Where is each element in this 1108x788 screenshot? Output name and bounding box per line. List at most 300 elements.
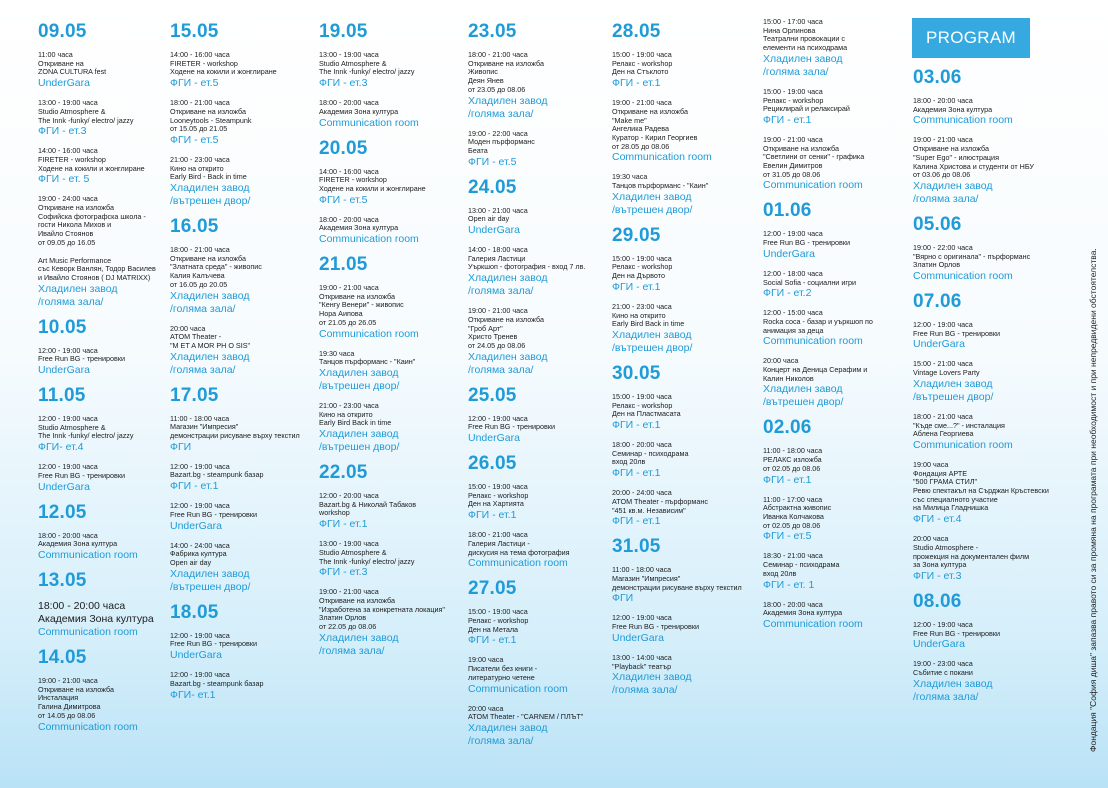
event-venue: /голяма зала/ bbox=[468, 107, 534, 120]
event-line: Ден на Стъклото bbox=[612, 67, 669, 77]
event-line: 18:00 - 20:00 часа bbox=[612, 440, 672, 450]
event-line: Калин Николов bbox=[763, 373, 814, 383]
event-line: Куратор - Кирил Георгиев bbox=[612, 132, 698, 142]
day-date: 08.06 bbox=[913, 590, 962, 612]
event-line: 15:00 - 17:00 часа bbox=[763, 17, 823, 26]
day-date: 29.05 bbox=[612, 224, 661, 246]
event-venue: Хладилен завод bbox=[170, 350, 250, 363]
event-item bbox=[319, 284, 445, 341]
event-venue: /вътрешен двор/ bbox=[319, 379, 400, 392]
event-line: Фабрика култура bbox=[170, 549, 227, 559]
event-venue: ФГИ - ет.3 bbox=[913, 569, 962, 582]
day-block bbox=[170, 217, 300, 377]
event-line: Откриване на bbox=[38, 58, 84, 68]
event-venue: Communication room bbox=[319, 116, 419, 129]
event-venue: Communication room bbox=[468, 682, 568, 695]
event-line: Уъркшоп - фотография - вход 7 лв. bbox=[468, 262, 586, 272]
event-line: от 09.05 до 16.05 bbox=[38, 237, 96, 247]
day-block bbox=[763, 18, 873, 192]
event-line: 15:00 - 19:00 часа bbox=[468, 482, 528, 492]
event-venue: Communication room bbox=[763, 617, 863, 630]
event-line: Галерия Ластици - bbox=[468, 538, 530, 548]
event-line: Ревю спектакъл на Сърджан Кръстевски bbox=[913, 486, 1049, 496]
day-date: 31.05 bbox=[612, 536, 661, 558]
day-date: 17.05 bbox=[170, 384, 219, 406]
event-line: Релакс - workshop bbox=[468, 490, 529, 500]
event-line: 11:00 - 18:00 часа bbox=[763, 446, 823, 456]
event-venue: ФГИ - ет.1 bbox=[170, 480, 219, 493]
event-venue: /вътрешен двор/ bbox=[170, 580, 251, 593]
event-line: от 21.05 до 26.05 bbox=[319, 317, 377, 327]
event-venue: ФГИ - ет. 5 bbox=[38, 173, 90, 186]
day-block bbox=[38, 503, 156, 562]
schedule-column-2 bbox=[170, 18, 300, 711]
event-line: 18:00 - 20:00 часа bbox=[319, 214, 379, 224]
event-line: Studio Atmosphere & bbox=[319, 58, 387, 68]
event-item bbox=[38, 257, 156, 309]
event-line: 19:30 часа bbox=[612, 172, 648, 182]
event-venue: /голяма зала/ bbox=[170, 302, 236, 315]
event-line: Откриване на изложба bbox=[170, 106, 246, 116]
event-item bbox=[38, 147, 156, 186]
event-line: 18:00 - 20:00 часа bbox=[913, 96, 973, 105]
event-line: 12:00 - 19:00 часа bbox=[468, 413, 528, 423]
event-line: 18:00 - 20:00 часа bbox=[38, 530, 98, 540]
event-venue: ФГИ - ет.2 bbox=[763, 287, 812, 300]
day-date: 20.05 bbox=[319, 137, 368, 159]
event-line: Евелин Димитров bbox=[763, 161, 823, 171]
event-venue: Communication room bbox=[913, 114, 1013, 127]
event-venue: /голяма зала/ bbox=[913, 690, 979, 703]
event-line: 12:00 - 19:00 часа bbox=[913, 320, 973, 330]
event-line: Откриване на изложба bbox=[763, 143, 839, 153]
event-line: Релакс - workshop bbox=[468, 615, 529, 625]
event-item bbox=[763, 136, 873, 193]
event-item bbox=[913, 136, 1049, 206]
event-line: Studio Atmosphere - bbox=[913, 542, 979, 552]
event-item bbox=[763, 230, 873, 260]
event-line: Релакс - workshop bbox=[612, 400, 673, 410]
event-line: от 28.05 до 08.06 bbox=[612, 141, 670, 151]
event-item bbox=[913, 535, 1049, 583]
event-item bbox=[319, 588, 445, 658]
event-line: Кино на открито bbox=[170, 163, 224, 173]
event-item bbox=[468, 483, 585, 522]
event-venue: Communication room bbox=[38, 548, 138, 561]
event-item bbox=[319, 99, 445, 129]
event-venue: UnderGara bbox=[38, 480, 90, 493]
event-item bbox=[170, 502, 300, 532]
event-venue: UnderGara bbox=[468, 432, 520, 445]
event-venue: Хладилен завод bbox=[468, 721, 548, 734]
event-line: вход 20лв bbox=[763, 568, 797, 578]
event-line: The Innk -funky/ electro/ jazzy bbox=[319, 556, 415, 566]
event-venue: Хладилен завод bbox=[319, 428, 399, 441]
event-item bbox=[38, 195, 156, 247]
event-item bbox=[170, 671, 300, 701]
event-line: елементи на психодрама bbox=[763, 43, 848, 53]
schedule-column-4 bbox=[468, 18, 585, 757]
event-line: 12:00 - 18:00 часа bbox=[763, 268, 823, 278]
schedule-column-1 bbox=[38, 18, 156, 743]
day-date: 14.05 bbox=[38, 646, 87, 668]
event-line: Art Music Performance bbox=[38, 255, 112, 265]
day-block bbox=[468, 22, 585, 169]
event-item bbox=[612, 255, 742, 294]
event-line: Галина Димитрова bbox=[38, 702, 101, 712]
event-line: гости Никола Михов и bbox=[38, 220, 112, 230]
event-line: Ангелика Радева bbox=[612, 124, 669, 134]
event-item bbox=[38, 415, 156, 454]
event-line: Free Run BG - тренировки bbox=[612, 622, 699, 632]
event-item bbox=[38, 51, 156, 90]
event-venue: ФГИ - ет.1 bbox=[612, 280, 661, 293]
event-venue: /вътрешен двор/ bbox=[170, 195, 251, 208]
event-line: Early Bird - Back in time bbox=[170, 172, 247, 182]
event-item bbox=[468, 246, 585, 298]
event-line: Писатели без книги - bbox=[468, 664, 538, 674]
event-line: 19:00 - 22:00 часа bbox=[468, 128, 528, 138]
event-item bbox=[319, 216, 445, 246]
event-line: 11:00 часа bbox=[38, 50, 73, 59]
event-item bbox=[468, 51, 585, 121]
event-line: "Гроб Арт" bbox=[468, 323, 503, 333]
event-line: 14:00 - 18:00 часа bbox=[468, 245, 528, 255]
day-date: 21.05 bbox=[319, 254, 368, 276]
event-line: Академия Зона култура bbox=[319, 106, 399, 116]
event-line: 15:00 - 19:00 часа bbox=[763, 86, 823, 96]
event-item bbox=[763, 552, 873, 591]
event-line: Ден на Метала bbox=[468, 624, 519, 634]
event-item bbox=[913, 360, 1049, 403]
event-line: "500 ГРАМА СТИЛ" bbox=[913, 477, 978, 487]
event-item bbox=[170, 632, 300, 662]
event-line: Живопис bbox=[468, 67, 498, 77]
event-venue: UnderGara bbox=[468, 224, 520, 237]
event-item bbox=[913, 413, 1049, 452]
event-line: Танцов пърформанс - "Каин" bbox=[319, 357, 416, 367]
event-line: Калина Христова и студенти от НБУ bbox=[913, 161, 1034, 171]
day-date: 18.05 bbox=[170, 601, 219, 623]
event-item bbox=[763, 88, 873, 127]
event-item bbox=[913, 461, 1049, 526]
event-venue: ФГИ - ет.1 bbox=[319, 518, 368, 531]
event-venue: ФГИ - ет.3 bbox=[319, 77, 368, 90]
event-line: Семинар - психодрама bbox=[763, 560, 840, 570]
event-line: от 14.05 до 08.06 bbox=[38, 710, 96, 720]
event-venue: /голяма зала/ bbox=[612, 684, 678, 697]
event-item bbox=[38, 677, 156, 734]
event-line: 21:00 - 23:00 часа bbox=[170, 154, 230, 164]
day-block bbox=[612, 537, 742, 697]
day-date: 25.05 bbox=[468, 384, 517, 406]
event-item bbox=[763, 601, 873, 631]
event-line: 20:00 часа bbox=[468, 703, 504, 713]
event-line: 21:00 - 23:00 часа bbox=[612, 301, 672, 311]
event-venue: ФГИ - ет.3 bbox=[319, 566, 368, 579]
event-line: Академия Зона култура bbox=[38, 539, 118, 549]
event-line: от 02.05 до 08.06 bbox=[763, 520, 821, 530]
event-line: Кино на открито bbox=[319, 409, 373, 419]
event-line: "Make me" bbox=[612, 115, 647, 125]
event-item bbox=[913, 97, 1049, 127]
event-line: Откриване на изложба bbox=[319, 291, 395, 301]
event-line: 13:00 - 19:00 часа bbox=[319, 50, 379, 59]
event-line: Академия Зона култура bbox=[913, 104, 993, 114]
event-line: "Къде сме...?" - инсталация bbox=[913, 420, 1005, 430]
day-block bbox=[170, 386, 300, 594]
event-venue: Communication room bbox=[913, 270, 1013, 283]
event-line: Иванка Колчакова bbox=[763, 511, 824, 521]
event-venue: ФГИ - ет.1 bbox=[468, 509, 517, 522]
event-line: Ивайло Стоянов bbox=[38, 229, 94, 239]
event-line: Откриване на изложба bbox=[913, 144, 989, 154]
event-line: 13:00 - 21:00 часа bbox=[468, 205, 528, 215]
event-venue: Хладилен завод bbox=[612, 671, 692, 684]
event-line: Vintage Lovers Party bbox=[913, 368, 980, 378]
event-line: 19:30 часа bbox=[319, 348, 355, 358]
event-line: анимация за деца bbox=[763, 325, 824, 335]
event-venue: /голяма зала/ bbox=[468, 285, 534, 298]
event-line: Релакс - workshop bbox=[763, 95, 824, 105]
event-line: литературно четене bbox=[468, 672, 535, 682]
schedule-column-6 bbox=[763, 18, 873, 640]
event-venue: ФГИ - ет.1 bbox=[763, 113, 812, 126]
event-line: 20:00 часа bbox=[763, 356, 799, 366]
event-item bbox=[612, 654, 742, 697]
event-line: Галерия Ластици bbox=[468, 253, 526, 263]
event-venue: /голяма зала/ bbox=[468, 734, 534, 747]
day-block bbox=[170, 22, 300, 208]
event-line: "Кенгу Венери" - живопис bbox=[319, 300, 404, 310]
event-line: 14:00 - 16:00 часа bbox=[319, 166, 379, 176]
event-venue: Хладилен завод bbox=[170, 289, 250, 302]
event-line: 19:00 - 21:00 часа bbox=[612, 98, 672, 108]
event-line: 18:00 - 21:00 часа bbox=[170, 98, 230, 108]
event-line: прожекция на документален филм bbox=[913, 551, 1030, 561]
event-line: Софийска фотографска школа - bbox=[38, 211, 146, 221]
day-date: 19.05 bbox=[319, 21, 368, 42]
event-line: Откриване на изложба bbox=[612, 106, 688, 116]
day-date: 16.05 bbox=[170, 216, 219, 238]
event-line: 15:00 - 21:00 часа bbox=[913, 359, 973, 369]
event-line: Free Run BG - тренировки bbox=[170, 509, 257, 519]
event-item bbox=[612, 99, 742, 164]
event-line: Bazart.bg - steampunk базар bbox=[170, 678, 264, 688]
event-line: Ходене на кокили и жонглиране bbox=[319, 183, 426, 193]
event-line: workshop bbox=[319, 508, 350, 518]
event-line: РЕЛАКС изложба bbox=[763, 455, 822, 465]
schedule-column-7 bbox=[913, 64, 1049, 713]
event-line: 14:00 - 24:00 часа bbox=[170, 540, 230, 550]
event-line: 19:00 - 24:00 часа bbox=[38, 194, 98, 204]
event-line: Bazart.bg & Николай Табаков bbox=[319, 499, 417, 509]
event-venue: Хладилен завод bbox=[319, 366, 399, 379]
event-line: от 31.05 до 08.06 bbox=[763, 169, 821, 179]
event-line: 12:00 - 19:00 часа bbox=[38, 414, 98, 424]
event-line: Релакс - workshop bbox=[612, 58, 673, 68]
event-line: Free Run BG - тренировки bbox=[468, 422, 555, 432]
event-line: "Светлини от сенки" - графика bbox=[763, 152, 865, 162]
event-line: Златин Орлов bbox=[319, 613, 367, 623]
event-line: Нора Аипова bbox=[319, 309, 363, 319]
event-item bbox=[763, 18, 873, 79]
day-date: 02.06 bbox=[763, 417, 812, 439]
event-line: Откриване на изложба bbox=[170, 253, 246, 263]
event-venue: Хладилен завод bbox=[763, 383, 843, 396]
event-line: Академия Зона култура bbox=[319, 223, 399, 233]
event-venue: /вътрешен двор/ bbox=[612, 341, 693, 354]
event-line: Семинар - психодрама bbox=[612, 448, 689, 458]
event-line: 21:00 - 23:00 часа bbox=[319, 400, 379, 410]
event-item bbox=[913, 660, 1049, 703]
day-date: 24.05 bbox=[468, 176, 517, 198]
day-block bbox=[468, 454, 585, 570]
event-line: Free Run BG - тренировки bbox=[913, 628, 1000, 638]
event-item bbox=[612, 489, 742, 528]
event-line: 19:00 - 21:00 часа bbox=[319, 587, 379, 597]
event-line: Social Sofia - социални игри bbox=[763, 277, 856, 287]
event-line: 19:00 часа bbox=[468, 655, 504, 665]
event-line: демонстрации рисуване върху текстил bbox=[170, 431, 300, 441]
event-item bbox=[612, 173, 742, 216]
event-line: 12:00 - 19:00 часа bbox=[38, 462, 98, 472]
event-venue: ФГИ - ет.3 bbox=[38, 125, 87, 138]
day-block bbox=[913, 68, 1049, 206]
event-line: Събитие с покани bbox=[913, 668, 973, 678]
event-venue: /голяма зала/ bbox=[38, 295, 104, 308]
day-block bbox=[38, 386, 156, 494]
day-block bbox=[319, 255, 445, 454]
event-line: Концерт на Деница Серафим и bbox=[763, 365, 868, 375]
event-line: със специалното участие bbox=[913, 494, 998, 504]
day-date: 01.06 bbox=[763, 200, 812, 222]
event-venue: Communication room bbox=[468, 557, 568, 570]
day-date: 13.05 bbox=[38, 569, 87, 591]
event-line: "Изработена за конкретната локация" bbox=[319, 604, 445, 614]
event-venue: ФГИ - ет.5 bbox=[763, 530, 812, 543]
event-venue: UnderGara bbox=[170, 649, 222, 662]
event-line: ATOM Theater - пърформанс bbox=[612, 496, 708, 506]
event-line: Откриване на изложба bbox=[468, 58, 544, 68]
event-line: 19:00 - 21:00 часа bbox=[38, 675, 98, 685]
day-date: 27.05 bbox=[468, 578, 517, 600]
event-line: Театрални провокации с bbox=[763, 34, 845, 44]
event-line: ZONA CULTURA fest bbox=[38, 67, 107, 77]
event-line: 18:00 - 20:00 часа bbox=[763, 599, 823, 609]
event-line: FIRETER - workshop bbox=[38, 154, 106, 164]
event-line: Bazart.bg - steampunk базар bbox=[170, 470, 264, 480]
event-item bbox=[763, 357, 873, 409]
event-line: Open air day bbox=[468, 214, 510, 224]
event-item bbox=[170, 51, 300, 90]
event-line: 15:00 - 19:00 часа bbox=[612, 253, 672, 263]
event-line: Ходене на кокили и жонглиране bbox=[38, 163, 145, 173]
program-header: PROGRAM bbox=[912, 18, 1030, 58]
event-venue: ФГИ - ет.5 bbox=[319, 193, 368, 206]
event-item bbox=[170, 415, 300, 454]
event-venue: ФГИ - ет.4 bbox=[913, 513, 962, 526]
day-date: 23.05 bbox=[468, 21, 517, 42]
event-item bbox=[612, 393, 742, 432]
event-venue: Communication room bbox=[763, 179, 863, 192]
event-line: Free Run BG - тренировки bbox=[763, 238, 850, 248]
event-venue: ФГИ bbox=[612, 592, 634, 605]
event-line: 20:00 часа bbox=[913, 534, 949, 544]
event-line: за Зона култура bbox=[913, 560, 967, 570]
event-item bbox=[468, 608, 585, 647]
event-line: 12:00 - 19:00 часа bbox=[763, 229, 823, 239]
event-line: Looneytools - Steampunk bbox=[170, 115, 252, 125]
event-line: 12:00 - 20:00 часа bbox=[319, 491, 379, 501]
event-venue: /вътрешен двор/ bbox=[319, 441, 400, 454]
event-venue: Хладилен завод bbox=[612, 190, 692, 203]
event-venue: Хладилен завод bbox=[468, 94, 548, 107]
event-venue: UnderGara bbox=[763, 247, 815, 260]
event-line: и Ивайло Стоянов ( DJ MATRIXX) bbox=[38, 272, 151, 282]
event-venue: Хладилен завод bbox=[468, 272, 548, 285]
day-block bbox=[913, 292, 1049, 583]
day-block bbox=[319, 22, 445, 130]
event-item bbox=[763, 447, 873, 486]
event-line: вход 20лв bbox=[612, 457, 646, 467]
event-line: 12:00 - 19:00 часа bbox=[170, 670, 230, 680]
event-line: от 03.06 до 08.06 bbox=[913, 170, 971, 180]
event-venue: Хладилен завод bbox=[319, 631, 399, 644]
event-item bbox=[468, 656, 585, 695]
event-item bbox=[612, 303, 742, 355]
event-item bbox=[170, 99, 300, 147]
event-venue: Хладилен завод bbox=[612, 328, 692, 341]
day-date: 26.05 bbox=[468, 453, 517, 475]
day-block bbox=[612, 22, 742, 217]
event-venue: /вътрешен двор/ bbox=[763, 396, 844, 409]
event-line: 15:00 - 19:00 часа bbox=[612, 50, 672, 59]
event-venue: Communication room bbox=[913, 438, 1013, 451]
event-line: "Златната среда" - живопис bbox=[170, 262, 262, 272]
event-item bbox=[319, 350, 445, 393]
day-block bbox=[612, 364, 742, 528]
event-item bbox=[319, 540, 445, 579]
event-venue: UnderGara bbox=[170, 519, 222, 532]
event-line: Рециклирай и релаксирай bbox=[763, 104, 850, 114]
event-line: "M ET A MOR PH O SIS" bbox=[170, 340, 251, 350]
event-line: Studio Atmosphere & bbox=[38, 106, 106, 116]
event-venue: UnderGara bbox=[913, 638, 965, 651]
event-venue: ФГИ - ет.1 bbox=[763, 473, 812, 486]
event-venue: ФГИ - ет.1 bbox=[612, 419, 661, 432]
event-line: Академия Зона култура bbox=[38, 612, 154, 625]
event-line: Танцов пърформанс - "Каин" bbox=[612, 181, 709, 191]
event-item bbox=[763, 496, 873, 544]
event-line: 11:00 - 18:00 часа bbox=[170, 413, 230, 423]
day-date: 11.05 bbox=[38, 385, 86, 407]
day-block bbox=[38, 318, 156, 377]
day-block bbox=[319, 139, 445, 247]
event-line: 13:00 - 14:00 часа bbox=[612, 652, 672, 662]
day-block bbox=[319, 463, 445, 658]
event-venue: Хладилен завод bbox=[38, 282, 118, 295]
event-venue: ФГИ - ет.5 bbox=[170, 133, 219, 146]
event-item bbox=[38, 532, 156, 562]
event-venue: Communication room bbox=[763, 335, 863, 348]
event-venue: Хладилен завод bbox=[913, 677, 993, 690]
event-venue: ФГИ - ет.1 bbox=[612, 467, 661, 480]
event-line: от 23.05 до 08.06 bbox=[468, 84, 526, 94]
event-line: Калия Калъчева bbox=[170, 271, 225, 281]
event-line: "Playback" театър bbox=[612, 661, 672, 671]
day-date: 07.06 bbox=[913, 291, 962, 313]
